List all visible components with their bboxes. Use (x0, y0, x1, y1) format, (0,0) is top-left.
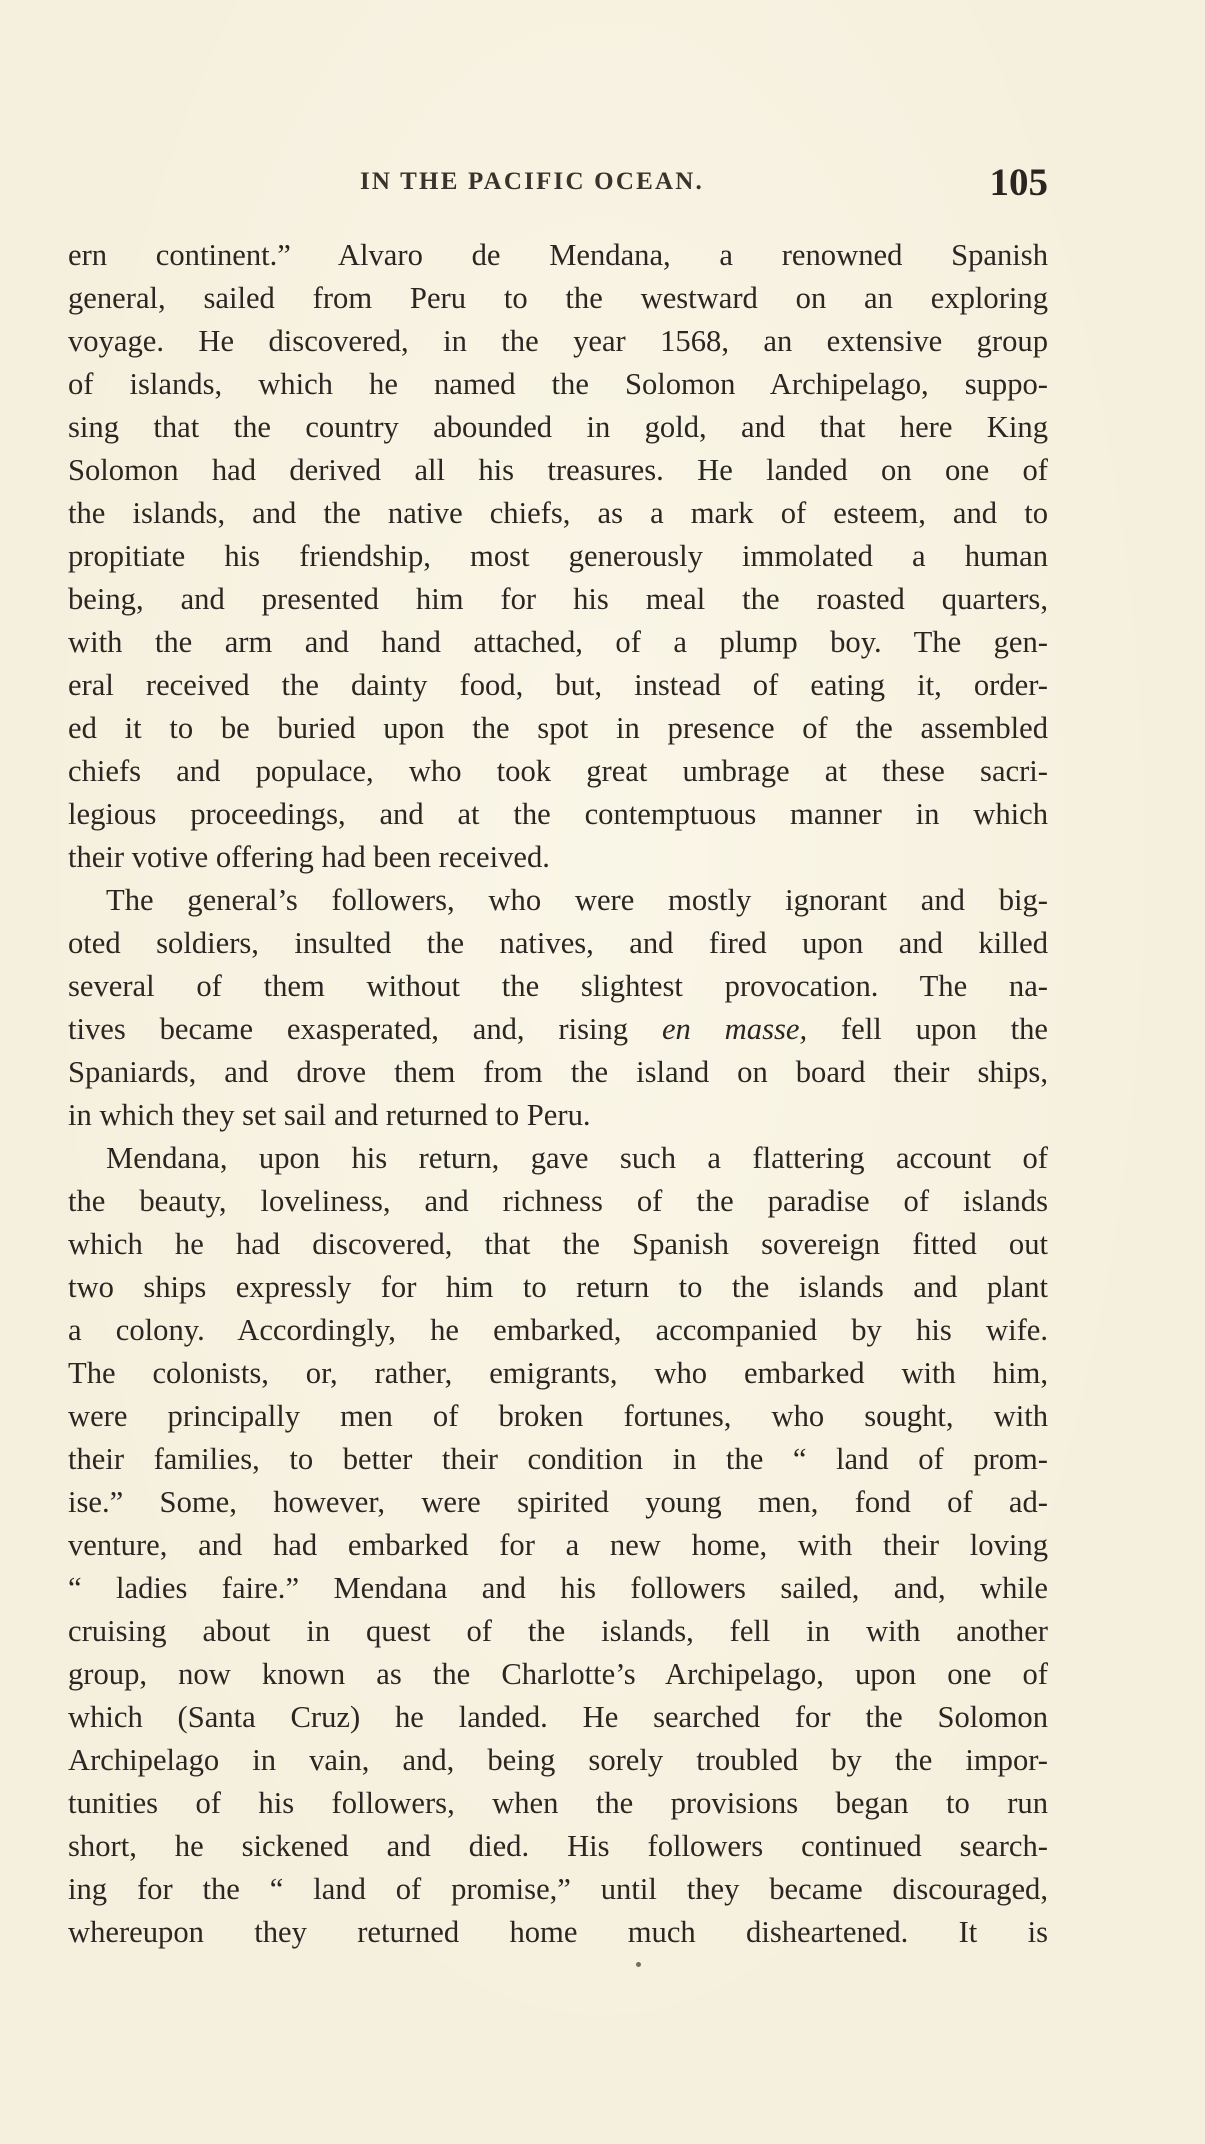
paragraph-3 (68, 1137, 1048, 1954)
text-line: which (Santa Cruz) he landed. He searched for the Solomon (68, 1700, 1048, 1734)
text-line: Solomon had derived all his treasures. He landed on one of (68, 453, 1048, 487)
text-line: Archipelago in vain, and, being sorely troubled by the impor- (68, 1743, 1048, 1777)
text-line: legious proceedings, and at the contemptuous manner in which (68, 797, 1048, 831)
italic-phrase: en masse, (661, 1012, 808, 1046)
text-line: short, he sickened and died. His followers continued search- (68, 1829, 1048, 1863)
text-line: chiefs and populace, who took great umbrage at these sacri- (68, 754, 1048, 788)
text-line: ing for the “ land of promise,” until they became discouraged, (68, 1872, 1048, 1906)
text-line: their families, to better their condition in the “ land of prom- (68, 1442, 1048, 1476)
text-line: sing that the country abounded in gold, and that here King (68, 410, 1048, 444)
text-segment: tives became exasperated, and, rising (68, 1012, 662, 1046)
text-line: propitiate his friendship, most generously immolated a human (68, 539, 1048, 573)
text-line: which he had discovered, that the Spanish sovereign fitted out (68, 1227, 1048, 1261)
text-segment: fell upon the (807, 1012, 1048, 1046)
text-line: a colony. Accordingly, he embarked, accompanied by his wife. (68, 1313, 1048, 1347)
running-head (68, 160, 1048, 210)
text-line: “ ladies faire.” Mendana and his followers sailed, and, while (68, 1571, 1048, 1605)
text-line: Spaniards, and drove them from the island on board their ships, (68, 1055, 1048, 1089)
text-line: with the arm and hand attached, of a plump boy. The gen- (68, 625, 1048, 659)
text-line: ise.” Some, however, were spirited young men, fond of ad- (68, 1485, 1048, 1519)
text-line: voyage. He discovered, in the year 1568, an extensive group (68, 324, 1048, 358)
text-line: The colonists, or, rather, emigrants, who embarked with him, (68, 1356, 1048, 1390)
text-line: the beauty, loveliness, and richness of the paradise of islands (68, 1184, 1048, 1218)
text-line: being, and presented him for his meal the roasted quarters, (68, 582, 1048, 616)
text-line: The general’s followers, who were mostly ignorant and big- (106, 883, 1048, 917)
text-line: ed it to be buried upon the spot in presence of the assembled (68, 711, 1048, 745)
text-line: Mendana, upon his return, gave such a flattering account of (106, 1141, 1048, 1175)
text-line: several of them without the slightest provocation. The na- (68, 969, 1048, 1003)
text-line: two ships expressly for him to return to the islands and plant (68, 1270, 1048, 1304)
paragraph-1 (68, 234, 1048, 879)
text-line: in which they set sail and returned to Peru. (68, 1098, 591, 1132)
printer-mark (636, 1962, 641, 1967)
text-line: whereupon they returned home much disheartened. It is (68, 1915, 1048, 1949)
text-line: general, sailed from Peru to the westward on an exploring (68, 281, 1048, 315)
text-line: venture, and had embarked for a new home, with their loving (68, 1528, 1048, 1562)
page-number: 105 (989, 161, 1048, 204)
text-line: were principally men of broken fortunes, who sought, with (68, 1399, 1048, 1433)
running-title: IN THE PACIFIC OCEAN. (360, 168, 704, 195)
text-line-with-italic (68, 1008, 1048, 1051)
body-text (68, 234, 1048, 1954)
text-line: their votive offering had been received. (68, 840, 550, 874)
text-line: eral received the dainty food, but, instead of eating it, order- (68, 668, 1048, 702)
text-line: group, now known as the Charlotte’s Archipelago, upon one of (68, 1657, 1048, 1691)
text-line: cruising about in quest of the islands, fell in with another (68, 1614, 1048, 1648)
text-line: of islands, which he named the Solomon Archipelago, suppo- (68, 367, 1048, 401)
text-line: the islands, and the native chiefs, as a mark of esteem, and to (68, 496, 1048, 530)
paragraph-2 (68, 879, 1048, 1137)
text-line: tunities of his followers, when the provisions began to run (68, 1786, 1048, 1820)
text-line: ern continent.” Alvaro de Mendana, a renowned Spanish (68, 238, 1048, 272)
text-line: oted soldiers, insulted the natives, and fired upon and killed (68, 926, 1048, 960)
